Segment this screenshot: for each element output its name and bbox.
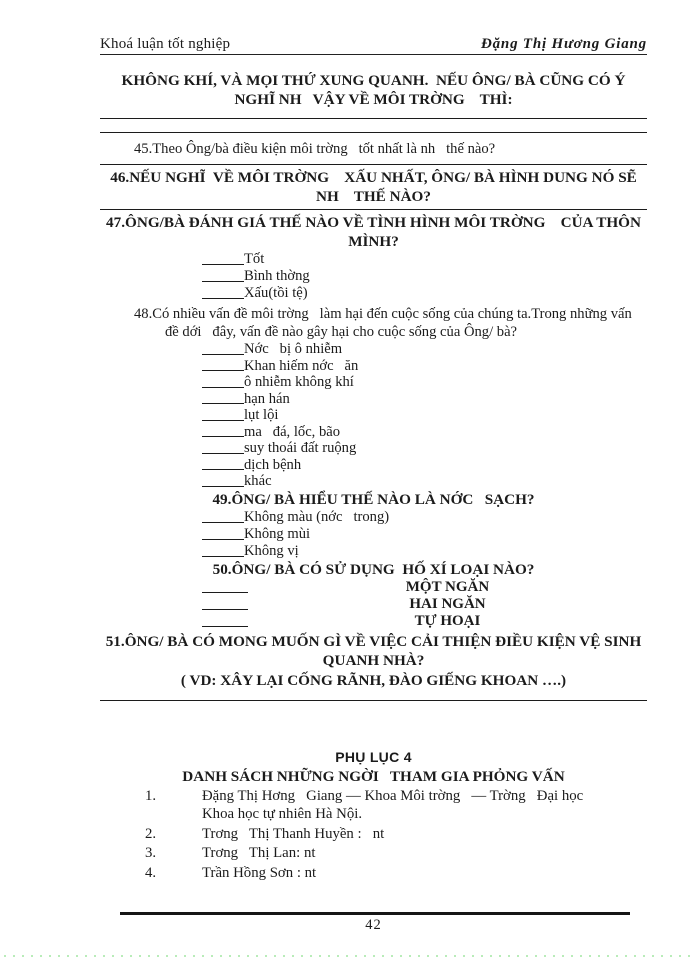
option-label: lụt lội [244, 407, 279, 423]
question-text: ÔNG/BÀ ĐÁNH GIÁ THẾ NÀO VỀ TÌNH HÌNH MÔI TRỜNG CỦA THÔN MÌNH? [125, 214, 645, 250]
question-number: 48. [134, 306, 153, 322]
question-number: 50. [212, 560, 232, 578]
participant-row [100, 844, 647, 863]
question-51 [100, 632, 647, 670]
option-row [100, 579, 647, 596]
question-number: 45. [134, 141, 153, 157]
option-label: khác [244, 473, 272, 489]
answer-blank-line [202, 403, 244, 404]
option-row [100, 251, 647, 268]
option-label: Khan hiếm nớc ăn [244, 357, 359, 374]
option-label: HAI NGĂN [409, 595, 486, 612]
option-row [100, 374, 647, 391]
answer-blank-line [202, 354, 244, 355]
question-text: ÔNG/ BÀ CÓ SỬ DỤNG HỐ XÍ LOẠI NÀO? [231, 560, 535, 578]
option-row [100, 407, 647, 424]
answer-blank-line [202, 592, 248, 593]
question-number: 49. [212, 490, 232, 508]
question-number: 51. [105, 632, 125, 650]
question-49 [100, 490, 647, 509]
intro-heading: KHÔNG KHÍ, VÀ MỌI THỨ XUNG QUANH. NẾU ÔNG/ BÀ CŨNG CÓ Ý NGHĨ NH VẬY VỀ MÔI TRỜNG THÌ: [121, 72, 630, 108]
option-label: suy thoái đất ruộng [244, 440, 357, 456]
page-edge-dotted-line [4, 955, 696, 957]
answer-blank-line [202, 370, 244, 371]
participant-name: Trơng Thị Thanh Huyền : nt [202, 825, 385, 842]
option-row [100, 509, 647, 526]
appendix-title: PHỤ LỤC 4 [335, 748, 412, 765]
answer-blank-line [202, 298, 244, 299]
answer-blank-line [202, 486, 244, 487]
author-name: Đặng Thị Hương Giang [481, 36, 647, 52]
option-label: Không mùi [244, 525, 311, 542]
option-row [100, 473, 647, 490]
appendix-subtitle: DANH SÁCH NHỮNG NGỜI THAM GIA PHỎNG VẤN [182, 767, 565, 785]
option-row [100, 341, 647, 358]
answer-blank-line [100, 132, 647, 133]
option-label: TỰ HOẠI [414, 612, 481, 629]
answer-blank-line [202, 626, 248, 627]
question-45 [100, 140, 647, 158]
option-label: dịch bệnh [244, 456, 302, 473]
answer-blank-line [202, 469, 244, 470]
question-number: 46. [110, 169, 130, 186]
option-row [100, 526, 647, 543]
answer-blank-line [202, 420, 244, 421]
option-row [100, 543, 647, 560]
option-label: Nớc bị ô nhiễm [244, 341, 343, 357]
participant-number: 1. [145, 787, 157, 804]
participant-name: Trơng Thị Lan: nt [202, 845, 316, 861]
participant-row [100, 864, 647, 883]
footer-rule [120, 912, 630, 915]
option-row [100, 424, 647, 441]
option-label: Không vị [244, 542, 299, 559]
participant-number: 2. [145, 825, 157, 842]
page-number: 42 [365, 917, 382, 933]
question-text: ÔNG/ BÀ CÓ MONG MUỐN GÌ VỀ VIỆC CẢI THIỆN ĐIỀU KIỆN VỆ SINH QUANH NHÀ? [124, 632, 646, 669]
question-47 [100, 213, 647, 251]
question-text: NẾU NGHĨ VỀ MÔI TRỜNG XẤU NHẤT, ÔNG/ BÀ HÌNH DUNG NÓ SẼ NH THẾ NÀO? [129, 169, 641, 205]
question-text: Theo Ông/bà điều kiện môi trờng tốt nhất là nh thế nào? [152, 141, 496, 157]
page-header [100, 36, 647, 55]
answer-blank-line [202, 539, 244, 540]
option-row [100, 391, 647, 408]
option-label: ô nhiễm không khí [244, 374, 354, 390]
question-text: ÔNG/ BÀ HIỂU THẾ NÀO LÀ NỚC SẠCH? [231, 490, 535, 508]
answer-blank-line [202, 556, 244, 557]
option-row [100, 440, 647, 457]
participant-row [100, 787, 647, 824]
answer-blank-line [202, 609, 248, 610]
question-46 [100, 168, 647, 206]
participant-number: 4. [145, 864, 157, 881]
option-row [100, 613, 647, 630]
option-label: Xấu(tồi tệ) [244, 285, 308, 301]
answer-blank-line [202, 387, 244, 388]
answer-blank-line [202, 453, 244, 454]
answer-blank-line [100, 118, 647, 119]
question-51-note: ( VD: XÂY LẠI CỐNG RÃNH, ĐÀO GIẾNG KHOAN ….) [180, 671, 567, 689]
answer-blank-line [202, 522, 244, 523]
participant-name: Trần Hồng Sơn : nt [202, 864, 317, 881]
option-label: ma đá, lốc, bão [244, 423, 341, 440]
option-row [100, 268, 647, 285]
question-48 [100, 305, 647, 341]
option-label: hạn hán [244, 390, 290, 407]
thesis-title: Khoá luận tốt nghiệp [100, 36, 231, 52]
participant-name: Đặng Thị Hơng Giang — Khoa Môi trờng — Trờng Đại học Khoa học tự nhiên Hà Nội. [202, 787, 587, 822]
option-label: Tốt [244, 251, 265, 267]
answer-blank-line [202, 436, 244, 437]
option-label: Bình thờng [244, 268, 310, 284]
option-row [100, 358, 647, 375]
answer-blank-line [202, 281, 244, 282]
participant-row [100, 825, 647, 844]
separator-line [100, 164, 647, 165]
option-row [100, 285, 647, 302]
option-label: Không màu (nớc trong) [244, 508, 390, 525]
question-text: Có nhiều vấn đề môi trờng làm hại đến cuộc sống của chúng ta.Trong những vấn đề dới đây, vấn đề nào gây hại cho cuộc sống của Ông/ bà? [152, 306, 636, 340]
participant-number: 3. [145, 845, 157, 861]
separator-line [100, 209, 647, 210]
option-row [100, 457, 647, 474]
answer-blank-line [202, 264, 244, 265]
option-row [100, 596, 647, 613]
appendix-section [100, 749, 647, 883]
question-50 [100, 560, 647, 579]
separator-line [100, 700, 647, 701]
question-number: 47. [106, 214, 126, 231]
option-label: MỘT NGĂN [405, 578, 490, 595]
